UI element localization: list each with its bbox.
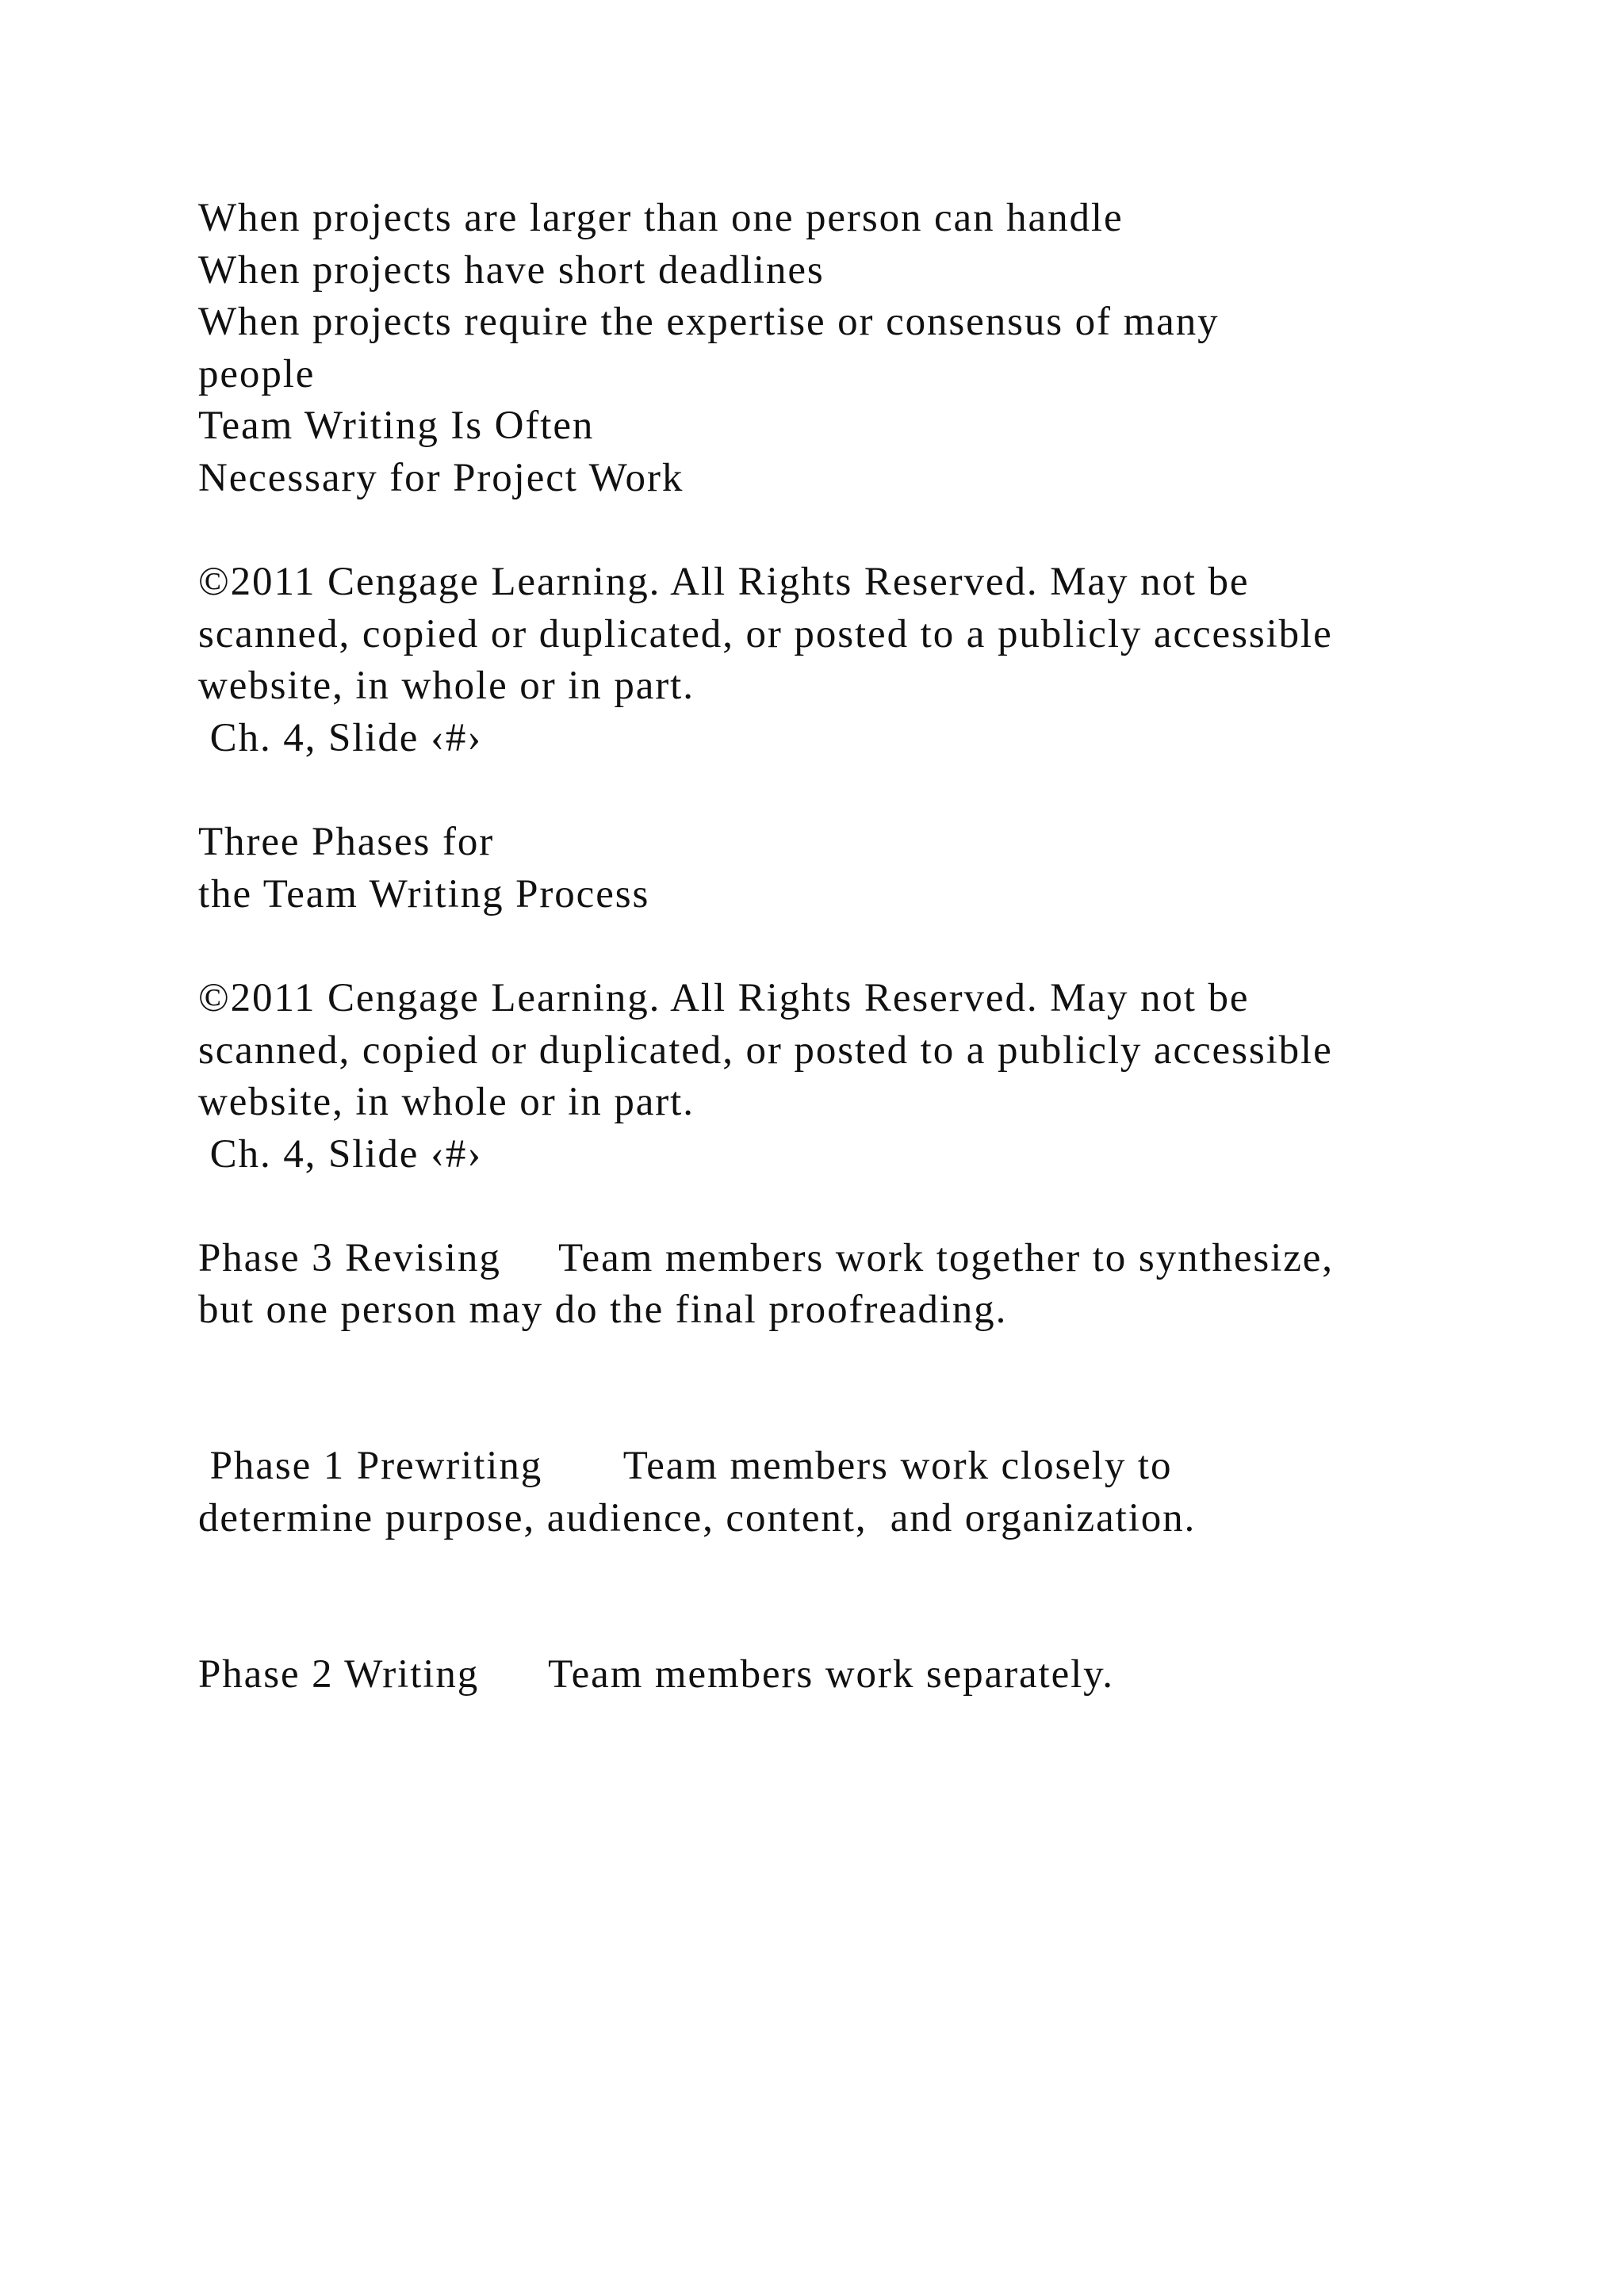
text-line: Necessary for Project Work [198, 455, 684, 500]
text-line: When projects are larger than one person can handle [198, 196, 1124, 240]
text-line: When projects have short deadlines [198, 247, 825, 293]
copyright-line: website, in whole or in part. [198, 1080, 695, 1125]
phase-3-line: but one person may do the final proofreading. [198, 1288, 1008, 1333]
blank-line [198, 765, 1546, 817]
slide-reference: Ch. 4, Slide ‹#› [198, 715, 483, 760]
blank-gap [198, 1337, 1546, 1441]
text-line: people [198, 351, 316, 396]
blank-line [198, 920, 1546, 973]
blank-gap [198, 1544, 1546, 1648]
phase-2-line: Phase 2 Writing Team members work separately. [198, 1651, 1114, 1697]
phase-3-line: Phase 3 Revising Team members work together to synthesize, [198, 1235, 1334, 1280]
section-title-line: the Team Writing Process [198, 871, 650, 916]
phase-1-line: determine purpose, audience, content, and organization. [198, 1495, 1197, 1540]
blank-line [198, 505, 1546, 557]
section-title-line: Three Phases for [198, 820, 495, 865]
blank-line [198, 1181, 1546, 1233]
document-body [198, 193, 1546, 1701]
phase-1-line: Phase 1 Prewriting Team members work closely to [198, 1444, 1173, 1489]
copyright-line: ©2011 Cengage Learning. All Rights Reserved. May not be [198, 560, 1250, 605]
copyright-line: scanned, copied or duplicated, or posted to a publicly accessible [198, 1027, 1333, 1073]
copyright-line: website, in whole or in part. [198, 664, 695, 709]
slide-reference: Ch. 4, Slide ‹#› [198, 1131, 483, 1177]
copyright-line: scanned, copied or duplicated, or posted to a publicly accessible [198, 611, 1333, 656]
copyright-line: ©2011 Cengage Learning. All Rights Reserved. May not be [198, 975, 1250, 1020]
text-line: Team Writing Is Often [198, 404, 595, 449]
text-line: When projects require the expertise or consensus of many [198, 300, 1220, 345]
